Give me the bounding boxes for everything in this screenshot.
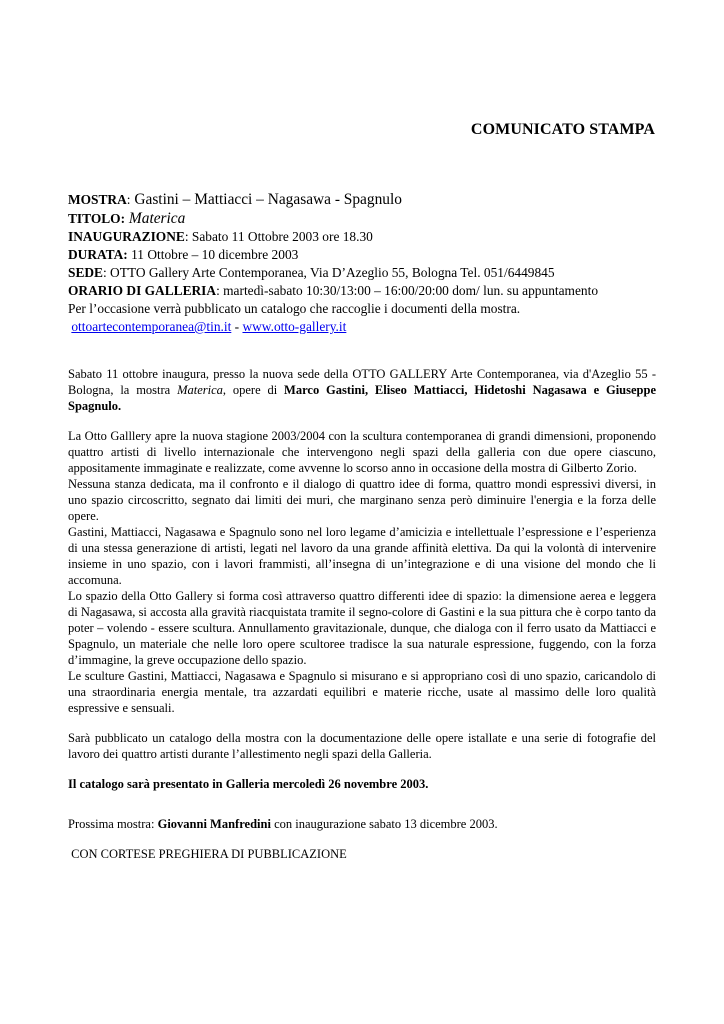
catalog-paragraph: Sarà pubblicato un catalogo della mostra con la documentazione delle opere istallate e una serie di fotografie del lavoro dei quattro artisti durante l’allestimento negli spazi della Galleria.	[68, 731, 656, 761]
mostra-value: Gastini – Mattiacci – Nagasawa - Spagnulo	[134, 191, 402, 208]
document-title: COMUNICATO STAMPA	[470, 121, 655, 138]
inaugurazione-value: : Sabato 11 Ottobre 2003 ore 18.30	[184, 229, 373, 244]
intro-paragraph	[68, 366, 656, 414]
sede-value: : OTTO Gallery Arte Contemporanea, Via D’Azeglio 55, Bologna Tel. 051/6449845	[102, 265, 555, 280]
exhibition-info	[68, 190, 668, 336]
catalog-presentation	[68, 776, 656, 792]
artists-names: Marco Gastini, Eliseo Mattiacci, Hidetoshi Nagasawa e Giuseppe Spagnulo.	[68, 383, 656, 413]
inaugurazione-row	[68, 228, 668, 246]
orario-label: ORARIO DI GALLERIA	[68, 283, 217, 298]
durata-row	[68, 246, 668, 264]
orario-value: : martedì-sabato 10:30/13:00 – 16:00/20:00 dom/ lun. su appuntamento	[216, 283, 599, 298]
titolo-row	[68, 209, 668, 228]
inaugurazione-label: INAUGURAZIONE	[68, 229, 185, 244]
paragraph: La Otto Galllery apre la nuova stagione 2003/2004 con la scultura contemporanea di grandi dimensioni, proponendo quattro artisti di livello internazionale che intervengono negli spazi della galleria con due opere ciascuno, appositamente immaginate e realizzate, come avvenne lo scorso anno in occasione della mostra di Gilberto Zorio.	[68, 429, 656, 475]
catalog-presentation-text: Il catalogo sarà presentato in Galleria mercoledì 26 novembre 2003.	[68, 777, 429, 791]
paragraph: Nessuna stanza dedicata, ma il confronto e il dialogo di quattro idee di forma, quattro mondi espressivi diversi, in uno spazio circoscritto, segnato dai limiti dei muri, che marginano senza però diminuire l'energia e la forza delle opere.	[68, 477, 656, 523]
intro-text: Sabato 11 ottobre inaugura, presso la nuova sede della OTTO GALLERY Arte Contemporanea, via d'Azeglio 55 - Bologna, la mostra	[68, 367, 656, 397]
sede-row	[68, 264, 668, 282]
next-show	[68, 816, 656, 832]
contacts-separator: -	[231, 319, 243, 334]
titolo-value: Materica	[128, 210, 186, 227]
titolo-label: TITOLO:	[68, 211, 126, 226]
next-show-artist: Giovanni Manfredini	[157, 817, 271, 831]
sede-label: SEDE	[68, 265, 103, 280]
website-link[interactable]: www.otto-gallery.it	[242, 319, 347, 334]
catalog-note: Per l’occasione verrà pubblicato un catalogo che raccoglie i documenti della mostra.	[68, 301, 521, 316]
orario-row	[68, 282, 668, 300]
mostra-row: MOSTRA: Gastini – Mattiacci – Nagasawa - Spagnulo	[68, 191, 402, 208]
next-show-prefix: Prossima mostra:	[68, 817, 158, 831]
email-link[interactable]: ottoartecontemporanea@tin.it	[71, 319, 232, 334]
paragraph: Le sculture Gastini, Mattiacci, Nagasawa e Spagnulo si misurano e si appropriano così di uno spazio, caricandolo di una straordinaria energia mentale, tra azzardati equilibri e materie ricche, usate al massimo delle loro qualità espressive e sensuali.	[68, 669, 656, 715]
closing-request: CON CORTESE PREGHIERA DI PUBBLICAZIONE	[68, 847, 347, 861]
mostra-label: MOSTRA	[68, 192, 127, 207]
durata-label: DURATA:	[68, 247, 128, 262]
press-release-body	[68, 366, 656, 862]
paragraph: Gastini, Mattiacci, Nagasawa e Spagnulo sono nel loro legame d’amicizia e intellettuale l’espressione e l’esperienza di una stessa generazione di artisti, legati nel lavoro da una grande affinità elettiva. Da qui la volontà di intervenire insieme in uno spazio, con i lavori frammisti, all’insegna di un’integrazione e di una visione del mondo che li accomuna.	[68, 525, 656, 587]
durata-value: 11 Ottobre – 10 dicembre 2003	[127, 247, 299, 262]
show-title-italic: Materica	[177, 383, 223, 397]
contacts-row	[68, 318, 668, 336]
paragraph: Lo spazio della Otto Gallery si forma così attraverso quattro differenti idee di spazio: la dimensione aerea e leggera di Nagasawa, si accosta alla gravità riacquistata tramite il segno-colore di Gastini e la sua pittura che è corpo tanto da poter – volendo - essere scultura. Annullamento gravitazionale, dunque, che dialoga con il ferro usato da Mattiacci e Spagnulo, un materiale che nelle loro opere scultoree tradisce la sua naturale espressione, fuggendo, con la forza d’immagine, la greve occupazione dello spazio.	[68, 589, 656, 667]
intro-text-2: , opere di	[222, 383, 285, 397]
next-show-suffix: con inaugurazione sabato 13 dicembre 2003.	[270, 817, 498, 831]
